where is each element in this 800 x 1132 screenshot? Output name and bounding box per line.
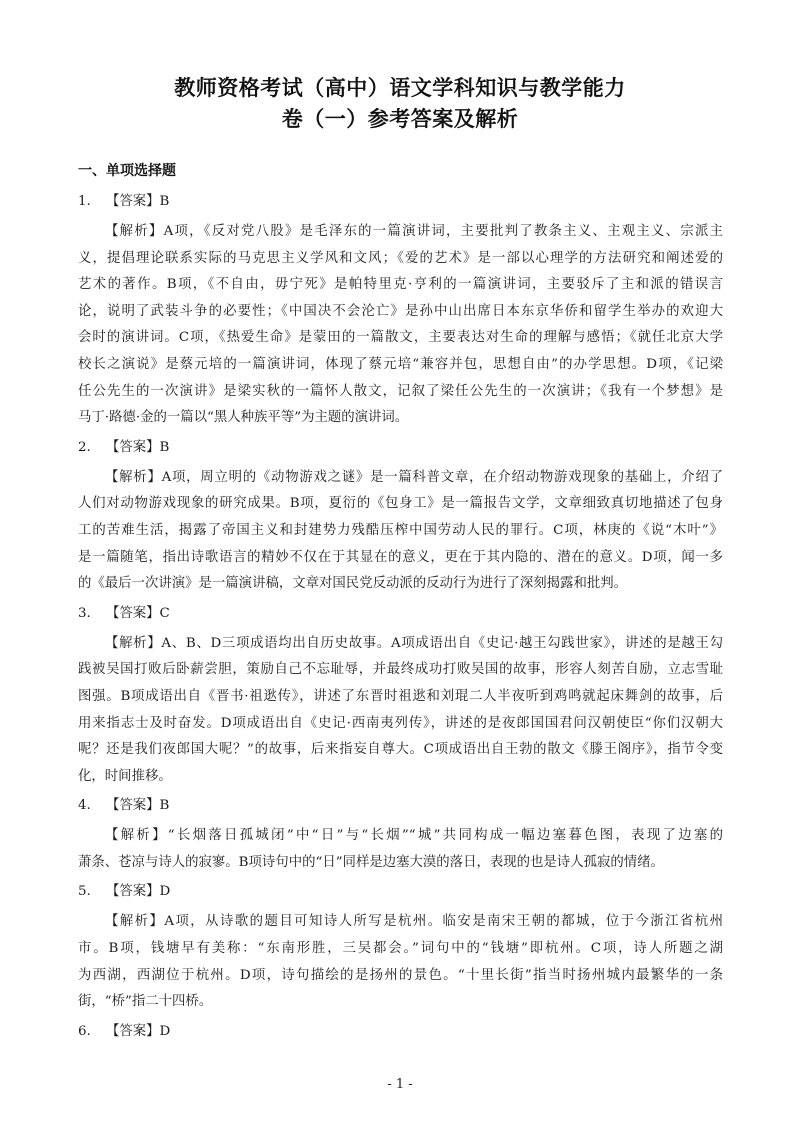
question-answer [78, 435, 723, 460]
explanation-line: 呢？还是我们夜郎国大呢？”的故事，后来指妄自尊大。C项成语出自王勃的散文《滕王阁序》，指节令变 [78, 742, 723, 758]
section-heading: 一、单项选择题 [78, 163, 176, 179]
answer-label: 【答案】C [106, 605, 170, 621]
answer-label: 【答案】D [106, 1023, 171, 1039]
explanation-paragraph [78, 631, 723, 791]
answer-label: 【答案】B [106, 798, 170, 814]
explanation-line: 【解析】A项，《反对党八股》是毛泽东的一篇演讲词，主要批判了教条主义、主观主义、宗派主 [105, 224, 723, 239]
question-number: 2. [78, 439, 91, 455]
explanation-line: 论，说明了武装斗争的必要性；《中国决不会沦亡》是孙中山出席日本东京华侨和留学生举办的欢迎大 [78, 303, 723, 319]
answer-label: 【答案】B [106, 194, 170, 209]
explanation-line: 义，提倡理论联系实际的马克思主义学风和文风；《爱的艺术》是一部以心理学的方法研究和阐述爱的 [78, 250, 723, 266]
explanation-line: 为西湖，西湖位于杭州。D项，诗句描绘的是扬州的景色。“十里长街”指当时扬州城内最繁华的一条 [78, 967, 723, 983]
document-title: 教师资格考试（高中）语文学科知识与教学能力 [174, 76, 626, 100]
answer-label: 【答案】B [106, 439, 170, 455]
explanation-line: 工的苦难生活，揭露了帝国主义和封建势力残酷压榨中国劳动人民的罪行。C项，林庚的《说“木叶”》 [78, 522, 723, 538]
explanation-line: 市。B项，钱塘早有美称：“东南形胜，三吴都会。”词句中的“钱塘”即杭州。C项，诗人所题之湖 [78, 941, 723, 957]
explanation-line: 马丁·路德·金的一篇以“黑人种族平等”为主题的演讲词。 [78, 410, 409, 426]
explanation-paragraph [78, 465, 723, 598]
question-answer [78, 879, 723, 904]
explanation-line: 践被吴国打败后卧薪尝胆，策励自己不忘耻辱，并最终成功打败吴国的故事，形容人刻苦自励，立志雪耻 [78, 662, 723, 678]
explanation-line: 化，时间推移。 [78, 768, 172, 784]
explanation-line: 艺术的著作。B项，《不自由，毋宁死》是帕特里克·亨利的一篇演讲词，主要驳斥了主和派的错误言 [78, 277, 723, 293]
explanation-line: 图强。B项成语出自《晋书·祖逖传》，讲述了东晋时祖逖和刘琨二人半夜听到鸡鸣就起床舞剑的故事，后 [78, 688, 723, 704]
explanation-line: 人们对动物游戏现象的研究成果。B项，夏衍的《包身工》是一篇报告文学，文章细致真切地描述了包身 [78, 496, 723, 512]
question-number: 3. [78, 605, 91, 621]
explanation-line: 【解析】A项，周立明的《动物游戏之谜》是一篇科普文章，在介绍动物游戏现象的基础上，介绍了 [105, 469, 723, 485]
explanation-line: 【解析】“长烟落日孤城闭”中“日”与“长烟”“城”共同构成一幅边塞暮色图，表现了边塞的 [105, 828, 723, 844]
explanation-line: 用来指志士及时奋发。D项成语出自《史记·西南夷列传》，讲述的是夜郎国国君问汉朝使臣“你们汉朝大 [78, 715, 723, 731]
answer-label: 【答案】D [106, 884, 171, 900]
explanation-line: 任公先生的一次演讲》是梁实秋的一篇怀人散文，记叙了梁任公先生的一次演讲；《我有一个梦想》是 [78, 383, 723, 399]
explanation-line: 校长之演说》是蔡元培的一篇演讲词，体现了蔡元培“兼容并包，思想自由”的办学思想。D项，《记梁 [78, 356, 723, 372]
explanation-line: 萧条、苍凉与诗人的寂寥。B项诗句中的“日”同样是边塞大漠的落日，表现的也是诗人孤寂的情绪。 [78, 854, 664, 870]
question-number: 5. [78, 884, 91, 900]
question-answer [78, 793, 723, 818]
explanation-paragraph [78, 823, 723, 876]
explanation-paragraph [78, 219, 723, 432]
explanation-line: 是一篇随笔，指出诗歌语言的精妙不仅在于其显在的意义，更在于其内隐的、潜在的意义。D项，闻一多 [78, 549, 723, 565]
explanation-line: 【解析】A项，从诗歌的题目可知诗人所写是杭州。临安是南宋王朝的都城，位于今浙江省杭州 [105, 914, 723, 930]
question-number: 4. [78, 798, 91, 814]
explanation-line: 会时的演讲词。C项，《热爱生命》是蒙田的一篇散文，主要表达对生命的理解与感悟；《就任北京大学 [78, 330, 723, 346]
answer-list [78, 189, 723, 1049]
explanation-line: 的《最后一次讲演》是一篇演讲稿，文章对国民党反动派的反动行为进行了深刻揭露和批判。 [78, 576, 628, 592]
document-subtitle: 卷（一）参考答案及解析 [281, 107, 519, 131]
page-number: - 1 - [387, 1077, 413, 1092]
explanation-paragraph [78, 909, 723, 1015]
question-answer [78, 189, 723, 214]
explanation-line: 街，“桥”指二十四桥。 [78, 994, 213, 1010]
question-number: 1. [78, 194, 91, 209]
question-answer [78, 601, 723, 626]
explanation-line: 【解析】A、B、D三项成语均出自历史故事。A项成语出自《史记·越王勾践世家》，讲述的是越王勾 [105, 635, 723, 651]
question-answer [78, 1019, 723, 1044]
question-number: 6. [78, 1023, 91, 1039]
